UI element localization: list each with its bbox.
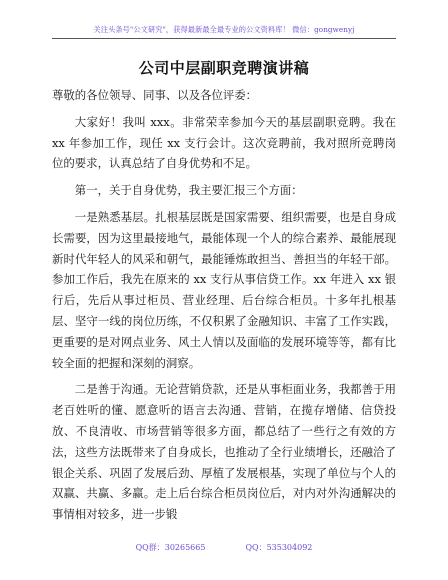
salutation: 尊敬的各位领导、同事、以及各位评委： <box>52 88 258 102</box>
paragraph-familiar-grassroots: 一是熟悉基层。扎根基层既是国家需要、组织需要，也是自身成长需要，因为这里最接地气，最能体现一个人的综合素养、最能展现新时代年轻人的风采和朝气，最能锤炼敢担当、善担当的年轻干部。参加工作后，我先在原来的 xx 支行从事信贷工作。xx 年进入 xx 银行后，先后从事过柜员、营业经理、后台综合柜员。十多年扎根基层、坚守一线的岗位历练，不仅积累了金融知识、丰富了工作实践，更重要的是对网点业务、风土人情以及面临的发展环境等等，都有比较全面的把握和深刻的洞察。 <box>52 209 396 370</box>
header-note: 关注头条号"公文研究"，获得最新最全最专业的公文资料库！ 微信：gongwenyj <box>93 25 355 34</box>
footer-qq: QQ：535304092 <box>245 543 313 552</box>
header-divider <box>52 38 396 39</box>
paragraph-good-communication: 二是善于沟通。无论营销贷款，还是从事柜面业务，我都善于用老百姓听的懂、愿意听的语言去沟通、营销，在揽存增储、信贷投放、不良清收、市场营销等很多方面，都总结了一些行之有效的方法，这些方法既带来了自身成长，也推动了全行业绩增长，还融洽了银企关系、巩固了发展后劲、厚植了发展根基，实现了单位与个人的双赢、共赢、多赢。走上后台综合柜员岗位后，对内对外沟通解决的事情相对较多，进一步锻 <box>52 382 396 522</box>
document-title: 公司中层副职竞聘演讲稿 <box>138 59 310 77</box>
document-body <box>52 85 396 525</box>
footer-qq-group: QQ群：30265665 <box>135 543 206 552</box>
paragraph-intro: 大家好！我叫 xxx。非常荣幸参加今天的基层副职竞聘。我在 xx 年参加工作，现任 xx 支行会计。这次竞聘前，我对照所竞聘岗位的要求，认真总结了自身优势和不足。 <box>52 114 396 171</box>
footer-contact <box>0 542 448 553</box>
paragraph-first-point: 第一，关于自身优势，我主要汇报三个方面： <box>74 183 303 198</box>
